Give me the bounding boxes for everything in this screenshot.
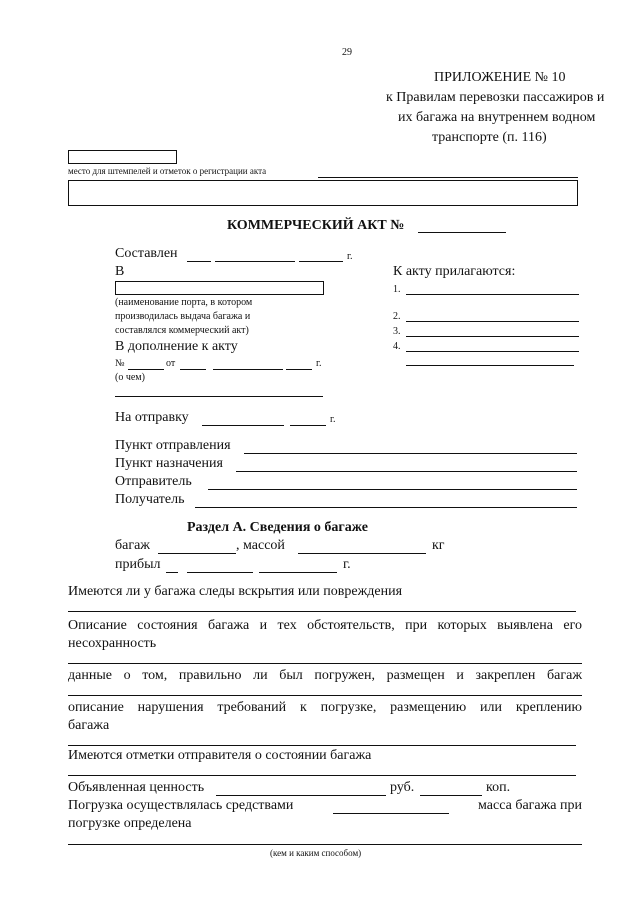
appendix-line-2: их багажа на внутреннем водном: [398, 110, 596, 125]
attachment-field-1[interactable]: [406, 294, 579, 295]
composed-label: Составлен: [115, 246, 178, 261]
supplement-from-label: от: [166, 358, 176, 369]
supplement-day-field[interactable]: [180, 369, 206, 370]
condition-description-field[interactable]: [68, 663, 582, 664]
composed-day-field[interactable]: [187, 261, 211, 262]
loading-determined-label: погрузке определена: [68, 816, 192, 831]
arrived-month-field[interactable]: [187, 572, 253, 573]
destination-label: Пункт назначения: [115, 456, 223, 471]
condition-description-line-2: несохранность: [68, 636, 157, 651]
arrived-day-field[interactable]: [166, 572, 178, 573]
baggage-field[interactable]: [158, 553, 236, 554]
arrived-label: прибыл: [115, 557, 161, 572]
act-title: КОММЕРЧЕСКИЙ АКТ №: [227, 218, 405, 233]
kop-label: коп.: [486, 780, 511, 795]
recipient-label: Получатель: [115, 492, 185, 507]
stamp-small-box[interactable]: [68, 150, 177, 164]
dispatch-date-field[interactable]: [202, 425, 284, 426]
loading-info-field[interactable]: [68, 695, 582, 696]
declared-value-rub-field[interactable]: [216, 795, 386, 796]
composed-year-field[interactable]: [299, 261, 343, 262]
recipient-field[interactable]: [195, 507, 577, 508]
section-a-title: Раздел А. Сведения о багаже: [187, 520, 368, 535]
composed-year-suffix: г.: [347, 251, 353, 262]
supplement-year-suffix: г.: [316, 358, 322, 369]
appendix-line-1: к Правилам перевозки пассажиров и: [386, 90, 605, 105]
port-name-box[interactable]: [115, 281, 324, 295]
supplement-month-field[interactable]: [213, 369, 283, 370]
dispatch-label: На отправку: [115, 410, 189, 425]
sender-field[interactable]: [208, 489, 577, 490]
opening-traces-field[interactable]: [68, 611, 576, 612]
act-number-field[interactable]: [418, 232, 506, 233]
violation-description-field[interactable]: [68, 745, 576, 746]
composed-month-field[interactable]: [215, 261, 295, 262]
port-note-1: (наименование порта, в котором: [115, 297, 253, 308]
supplement-year-field[interactable]: [286, 369, 312, 370]
stamp-label: место для штемпелей и отметок о регистрации акта: [68, 166, 267, 176]
loading-mass-label: масса багажа при: [478, 798, 582, 813]
mass-label: , массой: [236, 538, 285, 553]
sender-marks-field[interactable]: [68, 775, 576, 776]
declared-value-label: Объявленная ценность: [68, 780, 205, 795]
stamp-area-box[interactable]: [68, 180, 578, 206]
attachment-field-5[interactable]: [406, 365, 574, 366]
page-number: 29: [342, 47, 352, 58]
arrived-year-field[interactable]: [259, 572, 337, 573]
attachments-heading: К акту прилагаются:: [393, 264, 516, 279]
attachment-number-2: 2.: [393, 311, 401, 322]
departure-label: Пункт отправления: [115, 438, 231, 453]
rub-label: руб.: [390, 780, 415, 795]
appendix-title: ПРИЛОЖЕНИЕ № 10: [434, 70, 566, 85]
stamp-label-line: [318, 177, 578, 178]
violation-description-line-2: багажа: [68, 718, 110, 733]
mass-field[interactable]: [298, 553, 426, 554]
baggage-label: багаж: [115, 538, 150, 553]
supplement-about-label: (о чем): [115, 372, 145, 383]
supplement-about-field[interactable]: [115, 396, 323, 397]
supplement-number-field[interactable]: [128, 369, 164, 370]
port-note-2: производилась выдача багажа и: [115, 311, 251, 322]
attachment-field-2[interactable]: [406, 321, 579, 322]
loading-info-question: данные о том, правильно ли был погружен, размещен и закреплен багаж: [68, 668, 582, 683]
departure-field[interactable]: [244, 453, 577, 454]
loading-means-field[interactable]: [333, 813, 449, 814]
port-note-3: составлялся коммерческий акт): [115, 325, 249, 336]
sender-marks-question: Имеются отметки отправителя о состоянии багажа: [68, 748, 372, 763]
attachment-number-1: 1.: [393, 284, 401, 295]
in-port-label: В: [115, 264, 125, 279]
declared-value-kop-field[interactable]: [420, 795, 482, 796]
attachment-field-3[interactable]: [406, 336, 579, 337]
dispatch-year-field[interactable]: [290, 425, 326, 426]
condition-description-line-1: Описание состояния багажа и тех обстоятельств, при которых выявлена его: [68, 618, 582, 633]
attachment-number-3: 3.: [393, 326, 401, 337]
loading-determined-field[interactable]: [68, 844, 582, 845]
opening-traces-question: Имеются ли у багажа следы вскрытия или повреждения: [68, 584, 403, 599]
destination-field[interactable]: [236, 471, 577, 472]
loading-means-label: Погрузка осуществлялась средствами: [68, 798, 294, 813]
appendix-line-3: транспорте (п. 116): [432, 130, 547, 145]
loading-footnote: (кем и каким способом): [270, 848, 362, 858]
attachment-field-4[interactable]: [406, 351, 579, 352]
sender-label: Отправитель: [115, 474, 192, 489]
dispatch-year-suffix: г.: [330, 414, 336, 425]
arrived-year-suffix: г.: [343, 557, 351, 572]
violation-description-line-1: описание нарушения требований к погрузке, размещению или креплению: [68, 700, 582, 715]
supplement-heading: В дополнение к акту: [115, 339, 238, 354]
kg-label: кг: [432, 538, 445, 553]
attachment-number-4: 4.: [393, 341, 401, 352]
supplement-no-label: №: [115, 358, 125, 369]
